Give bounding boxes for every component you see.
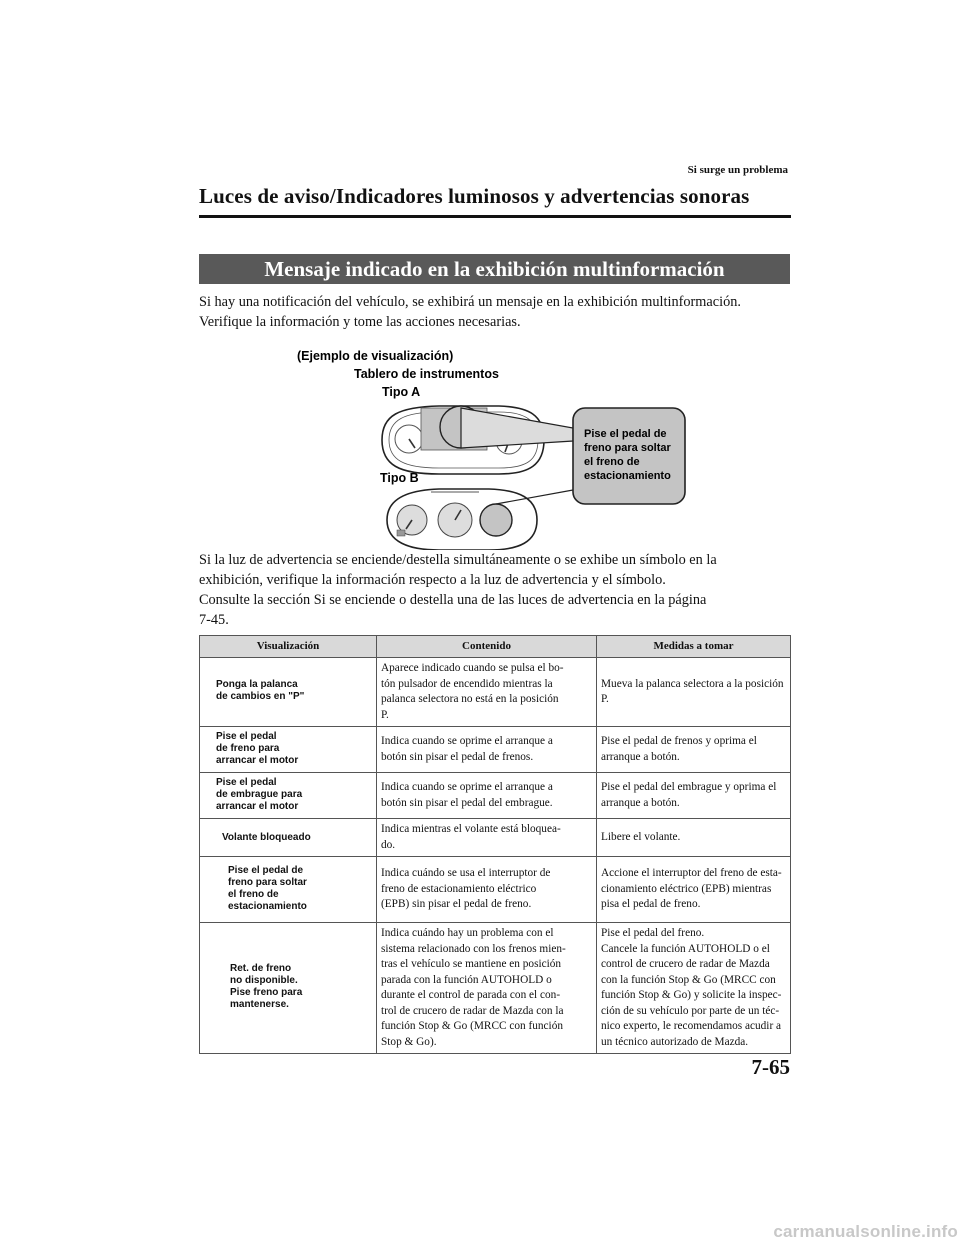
content-cell: Indica cuando se oprime el arranque a botón sin pisar el pedal del embrague. xyxy=(377,773,597,819)
body-line-1: Si la luz de advertencia se enciende/destella simultáneamente o se exhibe un símbolo en la xyxy=(199,552,717,568)
display-cell xyxy=(200,773,377,819)
body-line-4: 7-45. xyxy=(199,612,229,628)
table-row xyxy=(200,923,791,1054)
title-rule xyxy=(199,215,791,218)
messages-table xyxy=(199,635,791,1054)
content-cell: Indica mientras el volante está bloquea- do. xyxy=(377,819,597,857)
content-cell: Indica cuándo hay un problema con el sistema relacionado con los frenos mien- tras el vehículo se mantiene en posición parada con la función AUTOHOLD o durante el control de parada con el con- trol de crucero de radar de Mazda con la función Stop & Go (MRCC con función Stop & Go). xyxy=(377,923,597,1054)
page-number: 7-65 xyxy=(751,1055,790,1079)
type-b-label: Tipo B xyxy=(380,471,419,485)
body-line-2: exhibición, verifique la información respecto a la luz de advertencia y el símbolo. xyxy=(199,572,666,588)
display-message: Pise el pedal de freno para soltar el freno de estacionamiento xyxy=(228,864,307,912)
table-row xyxy=(200,658,791,727)
table-row xyxy=(200,727,791,773)
section-label: Si surge un problema xyxy=(687,164,788,176)
display-cell xyxy=(200,727,377,773)
callout-line-2: freno para soltar xyxy=(584,442,671,454)
body-paragraph xyxy=(199,550,794,630)
type-a-label: Tipo A xyxy=(382,385,421,399)
watermark: carmanualsonline.info xyxy=(773,1222,958,1241)
intro-paragraph xyxy=(199,292,794,332)
display-cell xyxy=(200,658,377,727)
callout-line-4: estacionamiento xyxy=(584,470,671,482)
table-header-row xyxy=(200,636,791,658)
display-message: Ponga la palanca de cambios en "P" xyxy=(216,679,305,703)
display-message: Pise el pedal de embrague para arrancar el motor xyxy=(216,776,303,812)
content-cell: Indica cuando se oprime el arranque a botón sin pisar el pedal de frenos. xyxy=(377,727,597,773)
action-cell: Libere el volante. xyxy=(597,819,791,857)
action-cell: Pise el pedal del embrague y oprima el arranque a botón. xyxy=(597,773,791,819)
body-line-3: Consulte la sección Si se enciende o destella una de las luces de advertencia en la página xyxy=(199,592,707,608)
content-cell: Indica cuándo se usa el interruptor de freno de estacionamiento eléctrico (EPB) sin pisar el pedal de freno. xyxy=(377,857,597,923)
header-display: Visualización xyxy=(200,636,377,658)
display-message: Ret. de freno no disponible. Pise freno para mantenerse. xyxy=(230,963,303,1011)
display-message: Volante bloqueado xyxy=(222,831,311,843)
display-cell xyxy=(200,819,377,857)
display-message: Pise el pedal de freno para arrancar el motor xyxy=(216,730,299,766)
chapter-title: Luces de aviso/Indicadores luminosos y advertencias sonoras xyxy=(199,184,750,208)
table-row xyxy=(200,773,791,819)
content-cell: Aparece indicado cuando se pulsa el bo- tón pulsador de encendido mientras la palanca selectora no está en la posición P. xyxy=(377,658,597,727)
intro-text: Si hay una notificación del vehículo, se exhibirá un mensaje en la exhibición multinformación. Verifique la información y tome las acciones necesarias. xyxy=(199,294,741,330)
type-b-cluster xyxy=(387,489,537,550)
action-cell: Pise el pedal de frenos y oprima el arranque a botón. xyxy=(597,727,791,773)
table-row xyxy=(200,819,791,857)
section-banner: Mensaje indicado en la exhibición multinformación xyxy=(199,254,790,284)
callout-line-1: Pise el pedal de xyxy=(584,428,667,440)
panel-label: Tablero de instrumentos xyxy=(354,367,499,381)
instrument-cluster-figure xyxy=(199,340,794,550)
action-cell: Pise el pedal del freno. Cancele la función AUTOHOLD o el control de crucero de radar de Mazda con la función Stop & Go (MRCC con función Stop & Go) y solicite la inspec- ción de su vehículo por parte de un téc- nico experto, le recomendamos acudir a un técnico autorizado de Mazda. xyxy=(597,923,791,1054)
callout-line-3: el freno de xyxy=(584,456,640,468)
display-cell xyxy=(200,923,377,1054)
table-row xyxy=(200,857,791,923)
display-cell xyxy=(200,857,377,923)
action-cell: Mueva la palanca selectora a la posición P. xyxy=(597,658,791,727)
figure-caption: (Ejemplo de visualización) xyxy=(297,349,454,363)
header-action: Medidas a tomar xyxy=(597,636,791,658)
action-cell: Accione el interruptor del freno de esta- cionamiento eléctrico (EPB) mientras pisa el pedal de freno. xyxy=(597,857,791,923)
header-content: Contenido xyxy=(377,636,597,658)
